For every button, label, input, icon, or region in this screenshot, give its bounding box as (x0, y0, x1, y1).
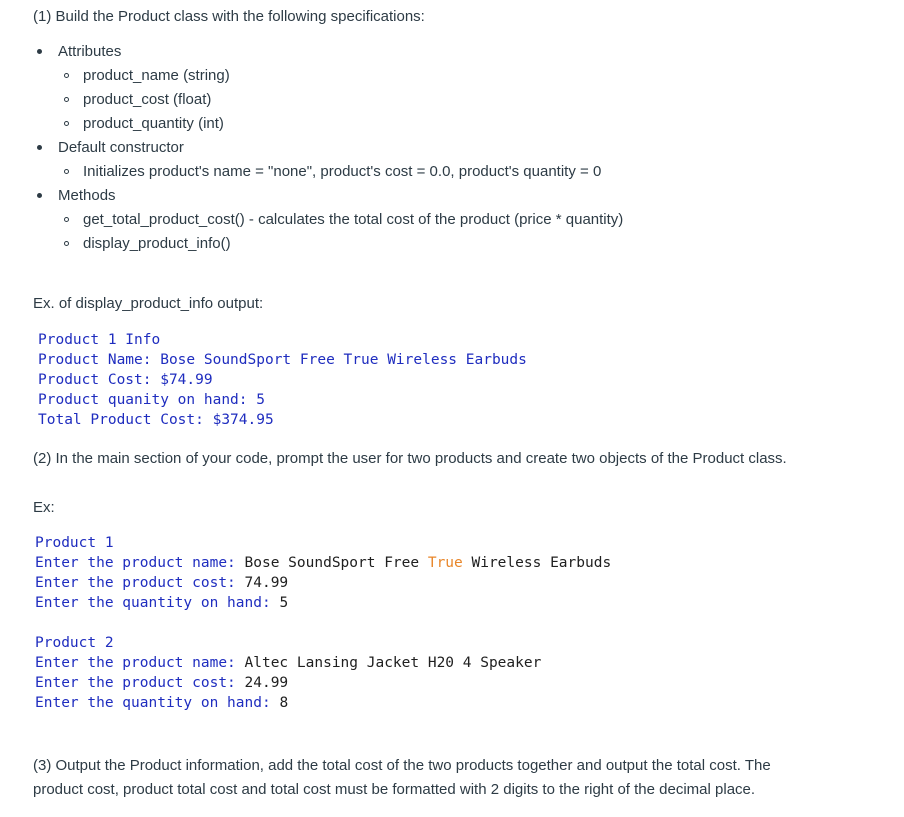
bullet-circle-icon (64, 121, 69, 126)
bullet-disc-icon (37, 49, 42, 54)
input-value: Bose SoundSport Free (244, 555, 428, 571)
attributes-label: Attributes (58, 43, 122, 60)
attribute-item: product_quantity (int) (83, 115, 224, 132)
product1-cost-line (35, 573, 288, 593)
input-value-keyword: True (427, 555, 463, 571)
prompt: Enter the quantity on hand: (35, 695, 280, 711)
product1-title: Product 1 (35, 535, 114, 551)
product1-qty-line (35, 593, 288, 613)
prompt: Enter the product name: (35, 555, 245, 571)
methods-label: Methods (58, 187, 116, 204)
bullet-circle-icon (64, 73, 69, 78)
product2-qty-line (35, 693, 288, 713)
code-line: Product Cost: $74.99 (38, 372, 213, 388)
bullet-disc-icon (37, 193, 42, 198)
prompt: Enter the product cost: (35, 675, 245, 691)
input-value: 8 (279, 695, 289, 711)
bullet-circle-icon (64, 241, 69, 246)
prompt: Enter the product cost: (35, 575, 245, 591)
part3-line2: product cost, product total cost and total cost must be formatted with 2 digits to the right of the decimal place. (33, 781, 756, 798)
product2-cost-line (35, 673, 288, 693)
bullet-circle-icon (64, 217, 69, 222)
constructor-label: Default constructor (58, 139, 184, 156)
constructor-item: Initializes product's name = "none", product's cost = 0.0, product's quantity = 0 (83, 163, 602, 180)
example1-label: Ex. of display_product_info output: (33, 295, 264, 312)
code-line: Product 1 Info (38, 332, 161, 348)
product2-name-line (35, 653, 541, 673)
part3-line1: (3) Output the Product information, add the total cost of the two products together and output the total cost. The (33, 757, 771, 774)
attribute-item: product_cost (float) (83, 91, 212, 108)
input-value: Altec Lansing Jacket H20 4 Speaker (244, 655, 542, 671)
product2-title: Product 2 (35, 635, 114, 651)
input-value: 74.99 (244, 575, 289, 591)
part2-heading: (2) In the main section of your code, prompt the user for two products and create two objects of the Product class. (33, 450, 787, 467)
code-line: Product quanity on hand: 5 (38, 392, 265, 408)
bullet-circle-icon (64, 169, 69, 174)
input-value: 24.99 (244, 675, 289, 691)
product1-name-line (35, 553, 611, 573)
code-line: Product Name: Bose SoundSport Free True Wireless Earbuds (38, 352, 527, 368)
example2-label: Ex: (33, 499, 55, 516)
attribute-item: product_name (string) (83, 67, 230, 84)
bullet-circle-icon (64, 97, 69, 102)
input-value: Wireless Earbuds (462, 555, 612, 571)
input-value: 5 (279, 595, 289, 611)
bullet-disc-icon (37, 145, 42, 150)
prompt: Enter the product name: (35, 655, 245, 671)
part1-heading: (1) Build the Product class with the following specifications: (33, 8, 425, 25)
code-line: Total Product Cost: $374.95 (38, 412, 274, 428)
prompt: Enter the quantity on hand: (35, 595, 280, 611)
method-item: get_total_product_cost() - calculates the total cost of the product (price * quantity) (83, 211, 624, 228)
method-item: display_product_info() (83, 235, 231, 252)
